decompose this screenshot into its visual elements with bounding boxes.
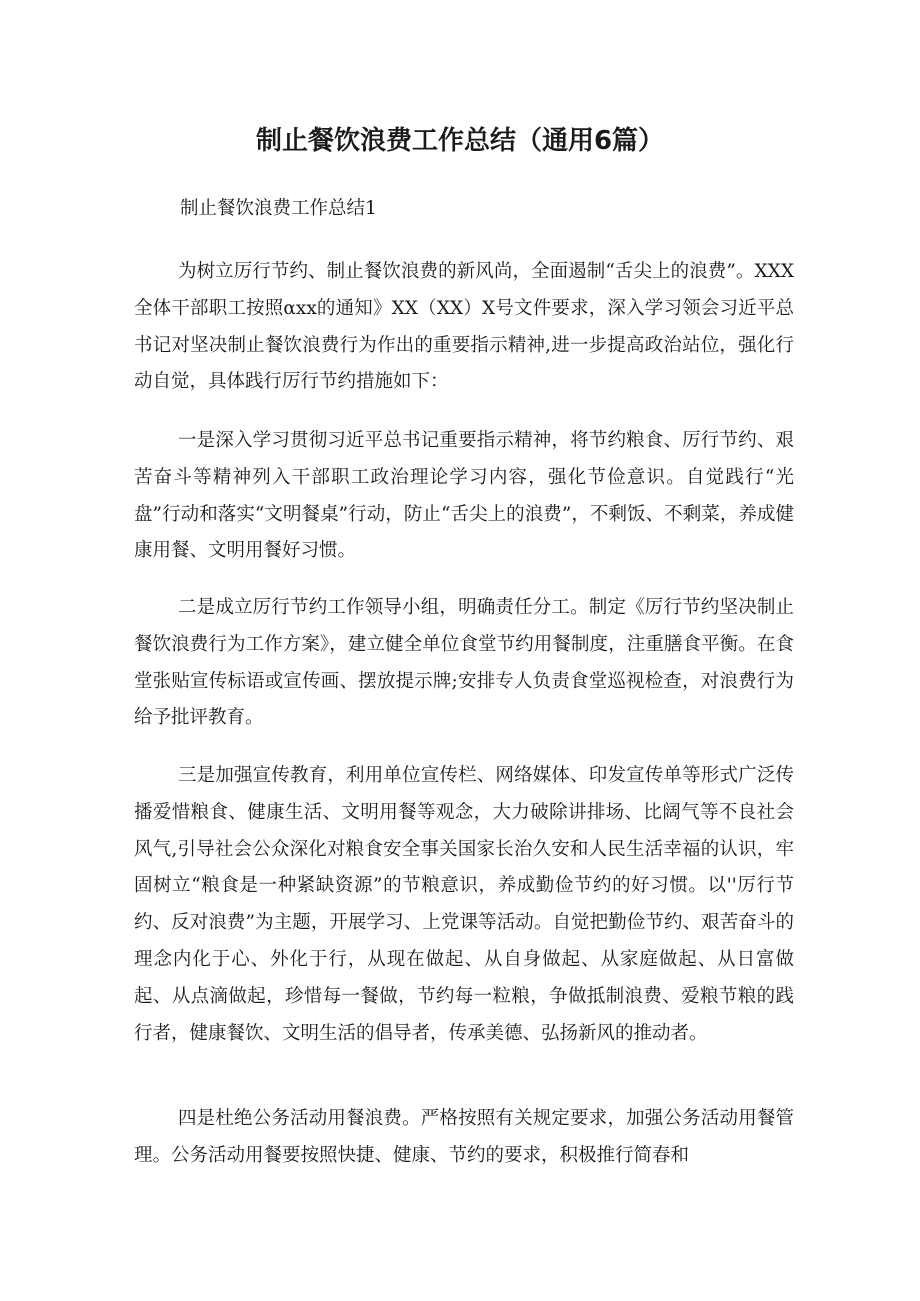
paragraph-measure-1: 一是深入学习贯彻习近平总书记重要指示精神，将节约粮食、厉行节约、艰苦奋斗等精神列入干部职工政治理论学习内容，强化节俭意识。自觉践行“光盘”行动和落实“文明餐桌”行动，防止“舌尖上的浪费”，不剩饭、不剩菜，养成健康用餐、文明用餐好习惯。 <box>134 430 794 562</box>
paragraph-intro: 为树立厉行节约、制止餐饮浪费的新风尚，全面遏制“舌尖上的浪费”。XXX全体干部职工按照αxx的通知》XX（XX）X号文件要求，深入学习领会习近平总书记对坚决制止餐饮浪费行为作出的重要指示精神,进一步提高政治站位，强化行动自觉，具体践行厉行节约措施如下： <box>134 261 794 393</box>
paragraph-measure-4: 四是杜绝公务活动用餐浪费。严格按照有关规定要求，加强公务活动用餐管理。公务活动用餐要按照快捷、健康、节约的要求，积极推行简春和 <box>134 1108 794 1166</box>
paragraph-measure-2: 二是成立厉行节约工作领导小组，明确责任分工。制定《厉行节约坚决制止餐饮浪费行为工作方案》，建立健全单位食堂节约用餐制度，注重膳食平衡。在食堂张贴宣传标语或宣传画、摆放提示牌;安排专人负责食堂巡视检查，对浪费行为给予批评教育。 <box>134 597 794 729</box>
document-title: 制止餐饮浪费工作总结（通用6篇） <box>255 126 665 156</box>
paragraph-measure-3: 三是加强宣传教育，利用单位宣传栏、网络媒体、印发宣传单等形式广泛传播爱惜粮食、健康生活、文明用餐等观念，大力破除讲排场、比阔气等不良社会风气,引导社会公众深化对粮食安全事关国家长治久安和人民生活幸福的认识，牢固树立“粮食是一种紧缺资源”的节粮意识，养成勤俭节约的好习惯。以''厉行节约、反对浪费”为主题，开展学习、上党课等活动。自觉把勤俭节约、艰苦奋斗的理念内化于心、外化于行，从现在做起、从自身做起、从家庭做起、从日富做起、从点滴做起，珍惜每一餐做，节约每一粒粮，争做抵制浪费、爱粮节粮的践行者，健康餐饮、文明生活的倡导者，传承美德、弘扬新风的推动者。 <box>134 765 794 1044</box>
section-heading: 制止餐饮浪费工作总结1 <box>180 198 377 219</box>
